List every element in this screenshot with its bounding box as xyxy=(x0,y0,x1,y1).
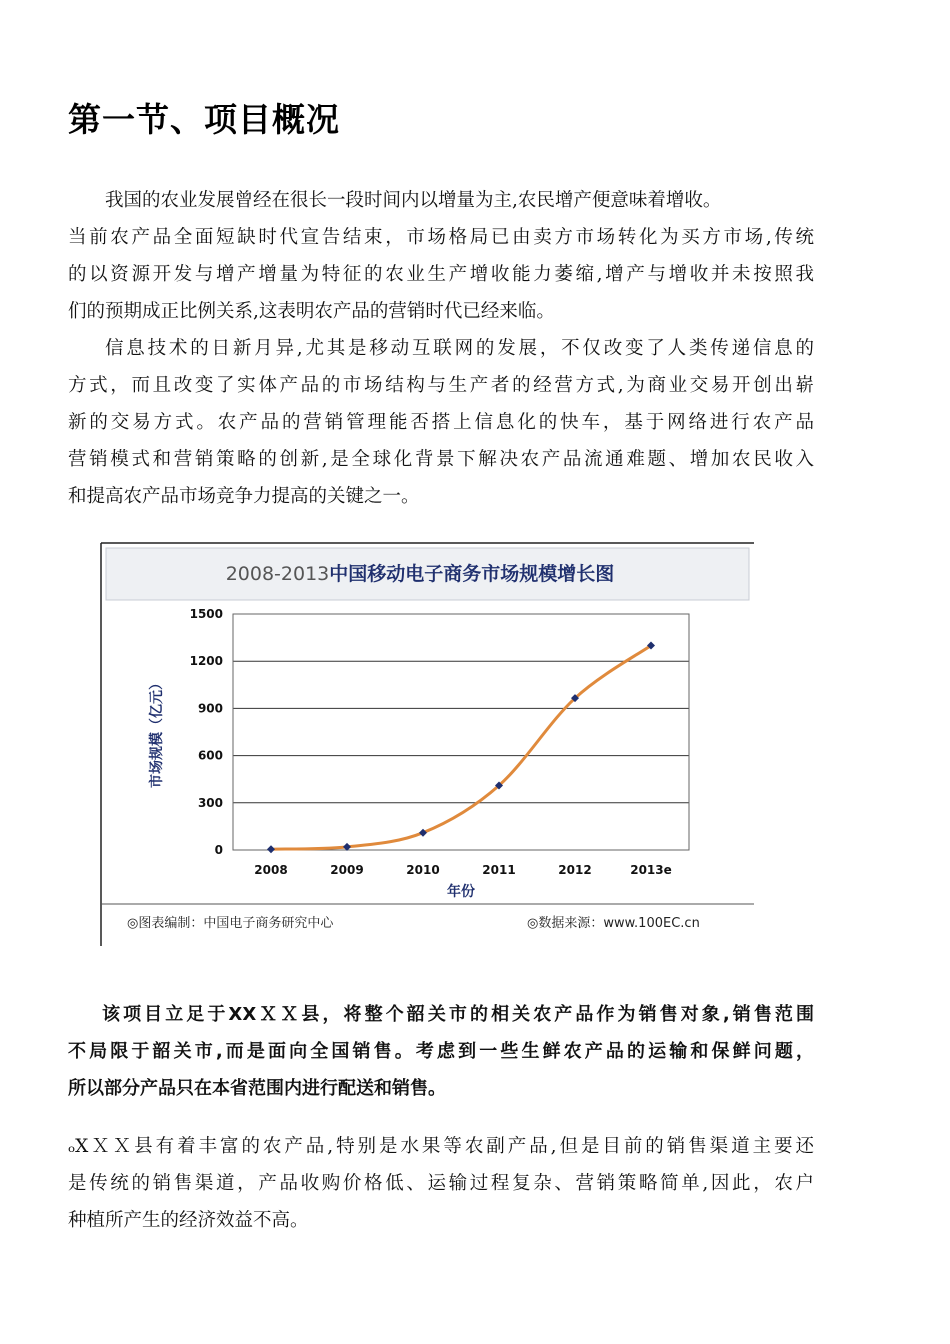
paragraph-2 xyxy=(68,330,814,515)
para2-line: 信息技术的日新月异,尤其是移动互联网的发展，不仅改变了人类传递信息的 xyxy=(105,338,814,359)
para3-line: 不局限于韶关市,而是面向全国销售。考虑到一些生鲜农产品的运输和保鲜问题， xyxy=(68,1041,814,1062)
section-heading: 第一节、项目概况 xyxy=(68,100,340,139)
paragraph-1 xyxy=(68,182,814,330)
y-tick-label: 1200 xyxy=(189,654,223,669)
chart-footer-left: ◎图表编制：中国电子商务研究中心 xyxy=(127,916,334,931)
x-tick-label: 2012 xyxy=(558,863,592,877)
x-tick-label: 2010 xyxy=(406,863,440,877)
para3-line: 所以部分产品只在本省范围内进行配送和销售。 xyxy=(68,1078,446,1099)
para4-line: 种植所产生的经济效益不高。 xyxy=(68,1210,309,1231)
chart-svg xyxy=(99,541,754,946)
para1-line: 的以资源开发与增产增量为特征的农业生产增收能力萎缩,增产与增收并未按照我 xyxy=(68,264,814,285)
para1-line: 们的预期成正比例关系,这表明农产品的营销时代已经来临。 xyxy=(68,301,555,322)
y-axis-label: 市场规模（亿元） xyxy=(149,676,165,788)
x-axis-label: 年份 xyxy=(447,884,475,900)
para4-line: ₒXＸＸ县有着丰富的农产品,特别是水果等农副产品,但是目前的销售渠道主要还 xyxy=(68,1136,814,1157)
para2-line: 方式，而且改变了实体产品的市场结构与生产者的经营方式,为商业交易开创出崭 xyxy=(68,375,814,396)
y-tick-label: 1500 xyxy=(189,607,223,621)
svg-text:2008-2013中国移动电子商务市场规模增长图 xyxy=(226,562,615,585)
x-tick-label: 2008 xyxy=(254,863,288,877)
y-tick-label: 600 xyxy=(197,748,223,763)
market-growth-chart xyxy=(99,541,754,946)
para1-line: 我国的农业发展曾经在很长一段时间内以增量为主,农民增产便意味着增收。 xyxy=(105,190,722,211)
para2-line: 和提高农产品市场竞争力提高的关键之一。 xyxy=(68,486,420,507)
para2-line: 新的交易方式。农产品的营销管理能否搭上信息化的快车，基于网络进行农产品 xyxy=(68,412,814,433)
x-tick-label: 2011 xyxy=(482,863,516,877)
paragraph-3 xyxy=(68,996,814,1107)
chart-title-text: 中国移动电子商务市场规模增长图 xyxy=(329,562,615,585)
chart-title-year: 2008-2013 xyxy=(225,562,330,585)
para1-line: 当前农产品全面短缺时代宣告结束，市场格局已由卖方市场转化为买方市场,传统 xyxy=(68,227,814,248)
para3-line: 该项目立足于XXＸＸ县，将整个韶关市的相关农产品作为销售对象,销售范围 xyxy=(102,1004,814,1025)
x-tick-label: 2009 xyxy=(330,863,364,877)
x-tick-label: 2013e xyxy=(630,863,672,877)
para2-line: 营销模式和营销策略的创新,是全球化背景下解决农产品流通难题、增加农民收入 xyxy=(68,449,814,470)
y-tick-label: 900 xyxy=(197,701,223,716)
y-tick-label: 300 xyxy=(197,795,223,810)
chart-footer-right: ◎数据来源：www.100EC.cn xyxy=(527,916,700,931)
para4-line: 是传统的销售渠道，产品收购价格低、运输过程复杂、营销策略简单,因此，农户 xyxy=(68,1173,814,1194)
paragraph-4 xyxy=(68,1128,814,1239)
y-tick-label: 0 xyxy=(214,843,223,857)
